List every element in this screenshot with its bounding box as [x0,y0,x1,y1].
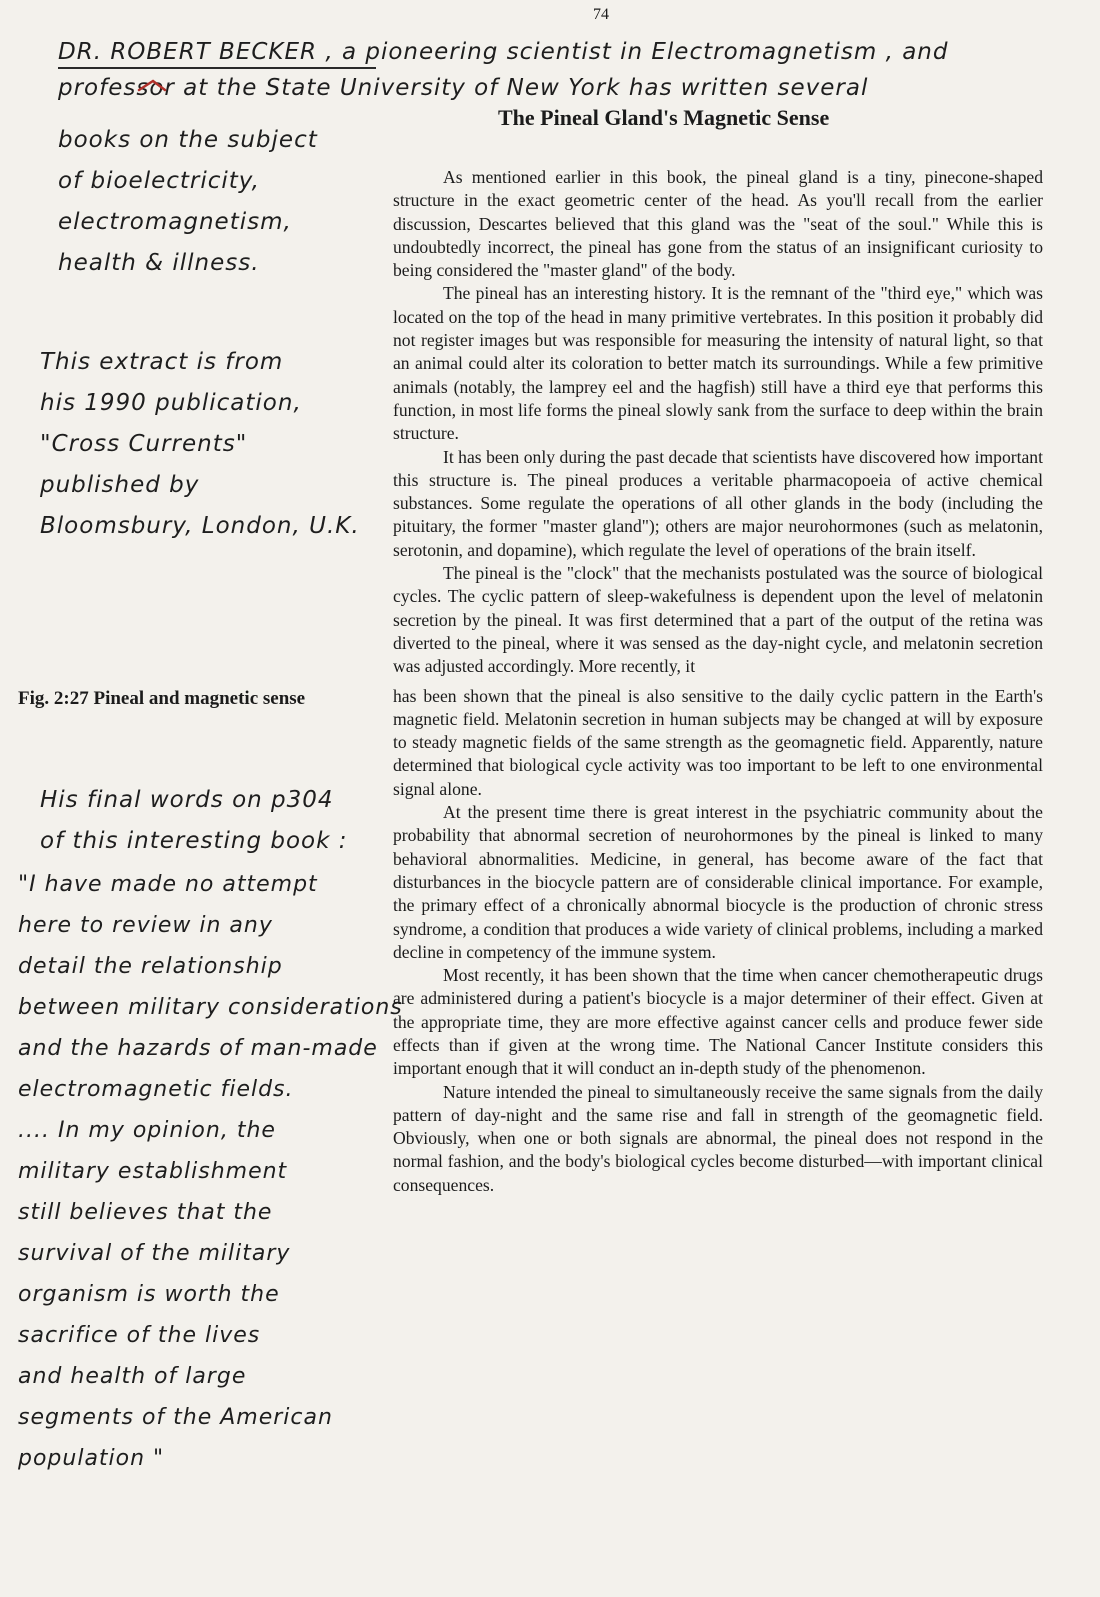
handwritten-line: Bloomsbury, London, U.K. [40,513,360,539]
handwritten-line: segments of the American [18,1405,333,1430]
handwritten-line: professor at the State University of New York has written several [58,75,869,101]
handwritten-line: of this interesting book : [40,828,348,854]
handwritten-line: published by [40,472,200,498]
handwritten-line: "I have made no attempt [18,872,318,897]
handwritten-line: still believes that the [18,1200,273,1225]
red-caret-mark [135,78,175,94]
handwritten-line: and health of large [18,1364,247,1389]
handwritten-line: survival of the military [18,1241,291,1266]
handwritten-line: .... In my opinion, the [18,1118,276,1143]
article-paragraph: As mentioned earlier in this book, the pineal gland is a tiny, pinecone-shaped structure in the exact geometric center of the head. As you'll recall from the earlier discussion, Descartes believed that this gland was the "seat of the soul." While this is undoubtedly incorrect, the pineal has gone from the status of an insignificant curiosity to being considered the "master gland" of the body. [393,167,1043,281]
handwritten-line: health & illness. [58,250,260,276]
handwritten-line: between military considerations [18,995,403,1020]
article-column [393,104,1043,1197]
article-paragraph: The pineal has an interesting history. It is the remnant of the "third eye," which was located on the top of the head in many primitive vertebrates. In this position it probably did not register images but was responsible for measuring the intensity of natural light, so that an animal could alter its coloration to better match its surroundings. While a few primitive animals (notably, the lamprey eel and the hagfish) still have a third eye that performs this function, in most life forms the pineal slowly sank from the surface to deep within the brain structure. [393,283,1043,444]
handwritten-note-final-words [40,780,348,862]
handwritten-line: of bioelectricity, [58,168,260,194]
figure-caption: Fig. 2:27 Pineal and magnetic sense [18,688,306,709]
handwritten-quote [18,864,403,1479]
handwritten-note-books [58,120,318,284]
article-paragraph: The pineal is the "clock" that the mechanists postulated was the source of biological cycles. The cyclic pattern of sleep-wakefulness is dependent upon the level of melatonin secretion by the pineal. It was first determined that a part of the output of the retina was diverted to the pineal, where it was sensed as the day-night cycle, and melatonin secretion was adjusted accordingly. More recently, it [393,563,1043,677]
handwritten-line: sacrifice of the lives [18,1323,261,1348]
article-paragraph: It has been only during the past decade that scientists have discovered how important this structure is. The pineal produces a veritable pharmacopoeia of active chemical substances. Some regulate the operations of all other glands in the body (including the pituitary, the former "master gland"); others are major neurohormones (such as melatonin, serotonin, and dopamine), which regulate the level of operations of the brain itself. [393,446,1043,560]
article-paragraph: Most recently, it has been shown that the time when cancer chemotherapeutic drugs are administered during a patient's biocycle is a major determiner of their effect. Given at the appropriate time, they are more effective against cancer cells and produce fewer side effects than if given at the wrong time. The National Cancer Institute considers this important enough that it will conduct an in-depth study of the phenomenon. [393,965,1043,1079]
handwritten-line: His final words on p304 [40,787,334,813]
page-number: 74 [593,6,609,23]
handwritten-note-extract [40,342,360,547]
handwritten-line: here to review in any [18,913,273,938]
handwritten-line: and the hazards of man-made [18,1036,378,1061]
handwritten-line: detail the relationship [18,954,283,979]
handwritten-header-note [58,34,1058,106]
handwritten-line: "Cross Currents" [40,431,248,457]
name-underline [58,67,376,69]
handwritten-line: electromagnetism, [58,209,292,235]
article-paragraph: At the present time there is great interest in the psychiatric community about the probability that abnormal secretion of neurohormones by the pineal is linked to many behavioral abnormalities. Medicine, in general, has become aware of the fact that disturbances in the biocycle pattern are of considerable clinical importance. For example, the primary effect of a chronically abnormal biocycle is the production of chronic stress syndrome, a condition that produces a wide variety of clinical problems, including a marked decline in competency of the immune system. [393,802,1043,962]
handwritten-line: population " [18,1446,165,1471]
article-title: The Pineal Gland's Magnetic Sense [498,105,830,130]
article-paragraph: has been shown that the pineal is also sensitive to the daily cyclic pattern in the Earth's magnetic field. Melatonin secretion in human subjects may be changed at will by exposure to steady magnetic fields of the same strength as the geomagnetic field. Apparently, nature determined that biological cycle activity was too important to be left to one environmental signal alone. [393,685,1043,799]
handwritten-line: electromagnetic fields. [18,1077,294,1102]
handwritten-line: military establishment [18,1159,288,1184]
handwritten-line: organism is worth the [18,1282,280,1307]
handwritten-line: This extract is from [40,349,284,375]
handwritten-line: books on the subject [58,127,318,153]
handwritten-line: DR. ROBERT BECKER , a pioneering scientist in Electromagnetism , and [58,39,949,65]
handwritten-line: his 1990 publication, [40,390,302,416]
article-paragraph: Nature intended the pineal to simultaneously receive the same signals from the daily pattern of day-night and the same rise and fall in strength of the geomagnetic field. Obviously, when one or both signals are abnormal, the pineal does not respond in the normal fashion, and the body's biological cycles become disturbed—with important clinical consequences. [393,1081,1043,1195]
